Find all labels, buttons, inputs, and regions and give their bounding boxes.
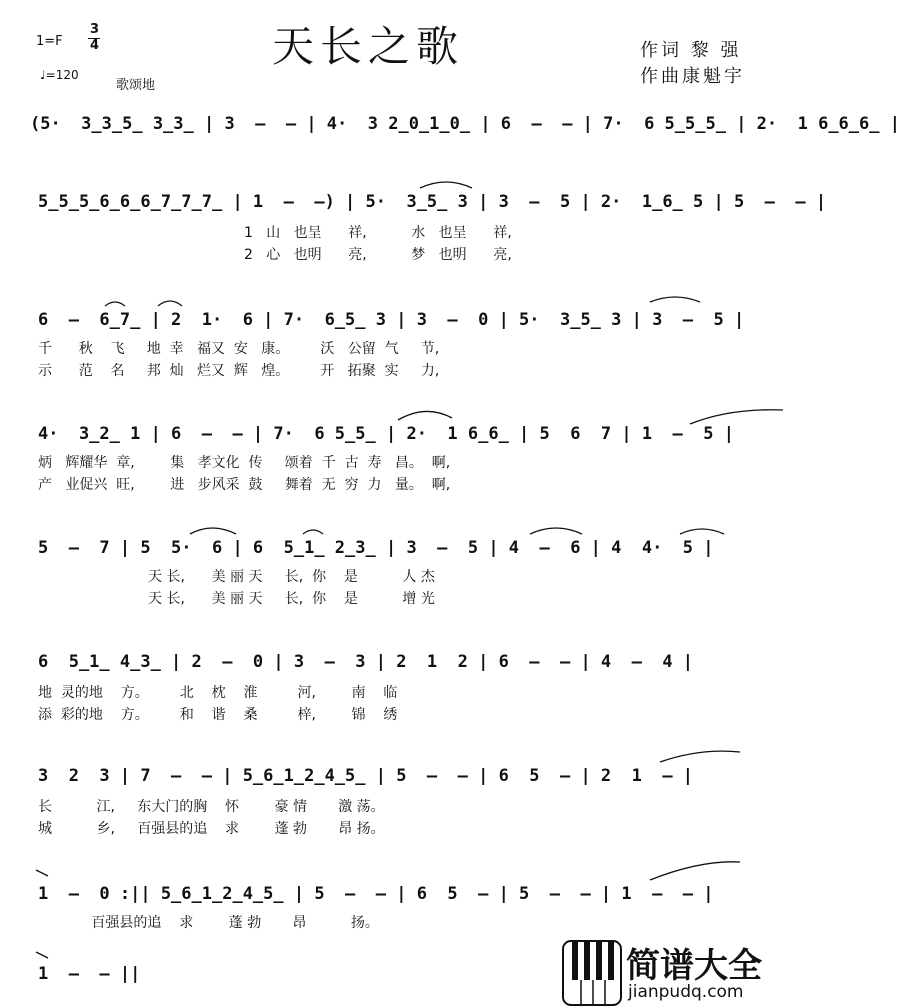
score-row-4-lyrics-verse2: 产 业促兴 旺, 进 步风采 鼓 舞着 无 穷 力 量。 啊,	[38, 477, 451, 493]
time-signature-bottom: 4	[90, 38, 100, 53]
score-row-8-notes: 1 – 0 :|| 5̲6̲1̲2̲4̲5̲ | 5 – – | 6 5 – | 5 – – | 1 – – |	[38, 884, 714, 904]
score-row-8-lyrics-verse1: 百强县的追 求 蓬 勃 昂 扬。	[38, 915, 379, 931]
score-row-6-lyrics-verse1: 地 灵的地 方。 北 枕 淮 河, 南 临	[38, 685, 398, 701]
score-row-4-lyrics-verse1: 炳 辉耀华 章, 集 孝文化 传 颂着 千 古 寿 昌。 啊,	[38, 455, 451, 471]
key-signature: 1=F	[36, 34, 63, 49]
score-row-2-lyrics-verse2: 2 心 也明 亮, 梦 也明 亮,	[244, 247, 512, 263]
lyricist-credit: 作词 黎 强	[640, 40, 742, 61]
score-row-3-lyrics-verse2: 示 范 名 邦 灿 烂又 辉 煌。 开 拓聚 实 力,	[38, 363, 440, 379]
score-row-3-notes: 6 – 6̲7̲ | 2 1· 6 | 7· 6̲5̲ 3 | 3 – 0 | 5· 3̲5̲ 3 | 3 – 5 |	[38, 310, 745, 330]
score-row-7-lyrics-verse1: 长 江, 东大门的胸 怀 豪 情 激 荡。	[38, 799, 385, 815]
score-row-4-notes: 4· 3̲2̲ 1 | 6 – – | 7· 6 5̲5̲ | 2· 1 6̲6̲ | 5 6 7 | 1 – 5 |	[38, 424, 734, 444]
score-row-9-notes: 1 – – ||	[38, 964, 141, 984]
score-row-5-lyrics-verse1: 天 长, 美 丽 天 长, 你 是 人 杰	[148, 569, 435, 585]
song-title: 天长之歌	[272, 22, 465, 71]
style-marking: 歌颂地	[116, 78, 156, 93]
site-logo	[562, 936, 782, 1008]
time-signature-top: 3	[90, 22, 100, 37]
score-row-7-notes: 3 2 3 | 7 – – | 5̲6̲1̲2̲4̲5̲ | 5 – – | 6 5 – | 2 1 – |	[38, 766, 694, 786]
score-row-5-notes: 5 – 7 | 5 5· 6 | 6 5̲1̲ 2̲3̲ | 3 – 5 | 4 – 6 | 4 4· 5 |	[38, 538, 714, 558]
score-row-5-lyrics-verse2: 天 长, 美 丽 天 长, 你 是 增 光	[148, 591, 435, 607]
score-row-1-notes: (5· 3̲3̲5̲ 3̲3̲ | 3 – – | 4· 3 2̲0̲1̲0̲ | 6 – – | 7· 6 5̲5̲5̲ | 2· 1 6̲6̲6̲ |	[30, 114, 900, 134]
piano-keys-icon	[562, 940, 622, 1006]
logo-text: 简谱大全	[626, 946, 762, 986]
score-row-2-lyrics-verse1: 1 山 也呈 祥, 水 也呈 祥,	[244, 225, 512, 241]
logo-url: jianpudq.com	[628, 982, 744, 1002]
score-row-3-lyrics-verse1: 千 秋 飞 地 幸 福又 安 康。 沃 公留 气 节,	[38, 341, 440, 357]
tempo-marking: ♩=120	[40, 68, 79, 82]
score-row-7-lyrics-verse2: 城 乡, 百强县的追 求 蓬 勃 昂 扬。	[38, 821, 385, 837]
score-row-6-lyrics-verse2: 添 彩的地 方。 和 谐 桑 梓, 锦 绣	[38, 707, 398, 723]
composer-credit: 作曲康魁宇	[640, 66, 745, 87]
score-row-6-notes: 6 5̲1̲ 4̲3̲ | 2 – 0 | 3 – 3 | 2 1 2 | 6 – – | 4 – 4 |	[38, 652, 694, 672]
score-row-2-notes: 5̲5̲5̲6̲6̲6̲7̲7̲7̲ | 1 – –) | 5· 3̲5̲ 3 | 3 – 5 | 2· 1̲6̲ 5 | 5 – – |	[38, 192, 827, 212]
